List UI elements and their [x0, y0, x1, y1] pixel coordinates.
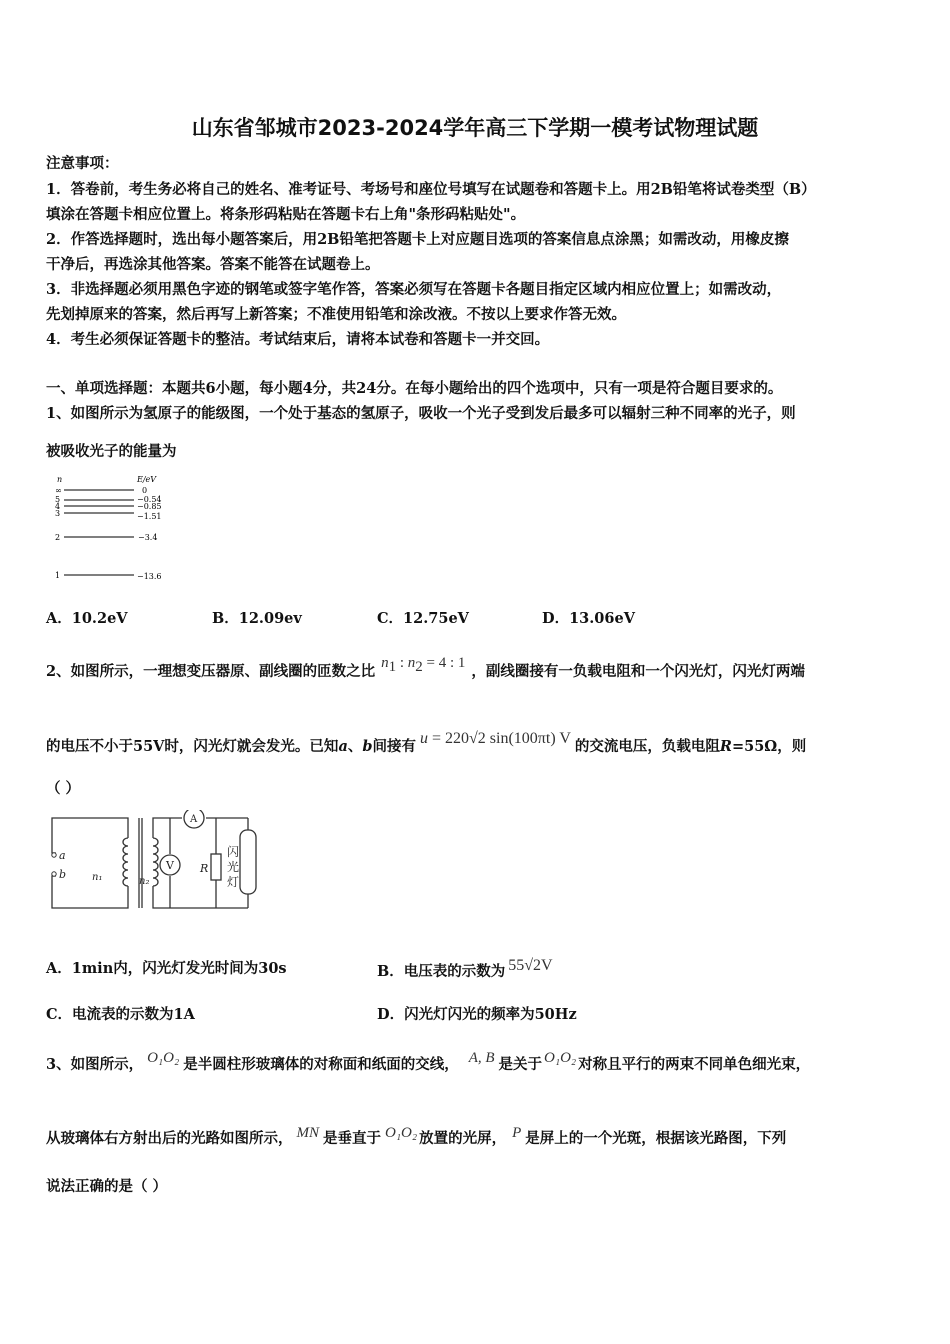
notice-line: 2．作答选择题时，选出每小题答案后，用2B铅笔把答题卡上对应题目选项的答案信息点涂黑；如需改动，用橡皮擦 — [46, 231, 789, 248]
formula-u: u — [419, 730, 428, 747]
q1-option-c: C．12.75eV — [377, 610, 469, 627]
turns-ratio — [381, 654, 465, 676]
q3-stem-line1 — [46, 1050, 810, 1074]
notice-line: 干净后，再选涂其他答案。答案不能答在试题卷上。 — [46, 256, 380, 273]
notice-line: 1．答卷前，考生务必将自己的姓名、准考证号、考场号和座位号填写在试题卷和答题卡上。用2B铅笔将试卷类型（B） — [46, 181, 816, 198]
level-e: −0.85 — [137, 502, 162, 511]
axis-o1o2: O₁O₂ — [544, 1050, 577, 1066]
axis-o1o2: O₁O₂ — [147, 1050, 180, 1066]
q3-text: 3、如图所示， — [46, 1056, 144, 1073]
ratio-n1-sub: 1 — [388, 658, 397, 675]
ratio-n1: n — [381, 655, 389, 671]
q1-option-b: B．12.09ev — [212, 610, 302, 627]
q1-option-d: D．13.06eV — [542, 610, 635, 627]
n-axis-label: n — [57, 475, 63, 484]
ratio-colon: : — [396, 655, 408, 671]
q3-text: 是垂直于 — [323, 1130, 381, 1147]
q3-stem-line3: 说法正确的是（ ） — [46, 1178, 168, 1195]
q3-text: 对称且平行的两束不同单色细光束， — [578, 1056, 811, 1073]
level-n: 5 — [55, 495, 61, 504]
secondary-coil — [153, 838, 158, 886]
notice-line: 先划掉原来的答案，然后再写上新答案；不准使用铅笔和涂改液。不按以上要求作答无效。 — [46, 306, 626, 323]
q2-text: ，副线圈接有一负载电阻和一个闪光灯，闪光灯两端 — [471, 663, 805, 680]
q2-text: =55Ω，则 — [731, 738, 807, 755]
section-heading: 一、单项选择题：本题共6小题，每小题4分，共24分。在每小题给出的四个选项中，只有一项是符合题目要求的。 — [46, 380, 783, 397]
q2-text: 的交流电压，负载电阻 — [574, 738, 720, 755]
q3-text: 放置的光屏， — [419, 1130, 507, 1147]
ratio-value: = 4 : 1 — [422, 655, 466, 671]
q3-text: 是关于 — [498, 1056, 543, 1073]
level-n: 2 — [55, 533, 61, 542]
level-e: −3.4 — [138, 533, 158, 542]
q1-option-a: A．10.2eV — [46, 610, 128, 627]
point-b: b — [362, 738, 373, 755]
label-v: V — [166, 859, 174, 872]
notice-heading: 注意事项： — [46, 155, 119, 172]
terminal-b — [52, 872, 56, 876]
label-a-meter: A — [190, 814, 198, 825]
page-title: 山东省邹城市2023-2024学年高三下学期一模考试物理试题 — [191, 116, 759, 140]
axis-o1o2: O₁O₂ — [385, 1125, 418, 1141]
wire — [153, 818, 182, 838]
q2-stem-line1 — [46, 654, 805, 681]
q2-text: 的电压不小于55V时，闪光灯就会发光。已知 — [46, 738, 339, 755]
label-b: b — [59, 868, 67, 881]
notice-line: 4．考生必须保证答题卡的整洁。考试结束后，请将本试卷和答题卡一并交回。 — [46, 331, 550, 348]
level-n: 3 — [55, 509, 61, 518]
label-r: R — [200, 862, 209, 875]
label-n1: n₁ — [92, 872, 103, 883]
label-n2: n₂ — [139, 876, 150, 887]
wire — [52, 818, 128, 853]
ratio-n2-sub: 2 — [415, 658, 423, 675]
e-axis-label: E/eV — [137, 475, 157, 484]
notice-line: 3．非选择题必须用黑色字迹的钢笔或签字笔作答，答案必须写在答题卡各题目指定区域内相应位置上；如需改动， — [46, 281, 782, 298]
resistor-symbol: R — [719, 738, 732, 755]
notice-line: 填涂在答题卡相应位置上。将条形码粘贴在答题卡右上角"条形码粘贴处"。 — [46, 206, 526, 223]
q2-text: 间接有 — [372, 738, 416, 755]
spot-p: P — [512, 1125, 522, 1141]
formula-expression: = 220√2 sin(100πt) V — [427, 730, 571, 747]
label-a: a — [59, 849, 66, 862]
level-n: ∞ — [55, 486, 62, 495]
separator: 、 — [347, 738, 363, 755]
q3-text: 是屏上的一个光斑，根据该光路图，下列 — [525, 1130, 787, 1147]
q2-text: 2、如图所示，一理想变压器原、副线圈的匝数之比 — [46, 663, 376, 680]
q3-stem-line2 — [46, 1125, 786, 1148]
terminal-a — [52, 853, 56, 857]
q1-stem: 1、如图所示为氢原子的能级图，一个处于基态的氢原子，吸收一个光子受到发后最多可以辐射三种不同率的光子，则 — [46, 405, 796, 422]
q2-stem-line2 — [46, 728, 806, 756]
q3-text: 是半圆柱形玻璃体的对称面和纸面的交线， — [183, 1056, 459, 1073]
wire — [153, 886, 248, 908]
answer-blank: （ ） — [46, 780, 81, 797]
energy-level-diagram — [52, 474, 172, 586]
screen-mn: MN — [296, 1125, 319, 1141]
point-a: a — [338, 738, 348, 755]
lamp-label: 灯 — [227, 875, 240, 889]
transformer-circuit — [46, 810, 276, 912]
q2-option-c: C．电流表的示数为1A — [46, 1006, 195, 1023]
level-e: 0 — [142, 486, 148, 495]
q2-option-a: A．1min内，闪光灯发光时间为30s — [46, 960, 287, 977]
q1-stem: 被吸收光子的能量为 — [46, 443, 177, 460]
level-n: 1 — [55, 571, 61, 580]
level-n: 4 — [55, 502, 61, 511]
lamp-label: 光 — [227, 860, 240, 874]
level-e: −13.6 — [137, 572, 162, 581]
voltage-formula — [420, 728, 571, 748]
primary-coil — [123, 838, 128, 886]
q2-option-d: D．闪光灯闪光的频率为50Hz — [377, 1006, 577, 1023]
level-e: −0.54 — [137, 495, 162, 504]
q2-option-b — [377, 957, 553, 981]
beams-ab: A, B — [468, 1050, 495, 1066]
q2-option-b-text: B．电压表的示数为 — [377, 963, 506, 980]
resistor — [211, 854, 221, 880]
ratio-n2: n — [407, 655, 416, 671]
level-e: −1.51 — [137, 512, 162, 521]
flash-lamp — [240, 830, 256, 894]
lamp-label: 闪 — [227, 845, 240, 859]
q2-option-b-value: 55√2V — [508, 957, 553, 974]
q3-text: 从玻璃体右方射出后的光路如图所示， — [46, 1130, 293, 1147]
